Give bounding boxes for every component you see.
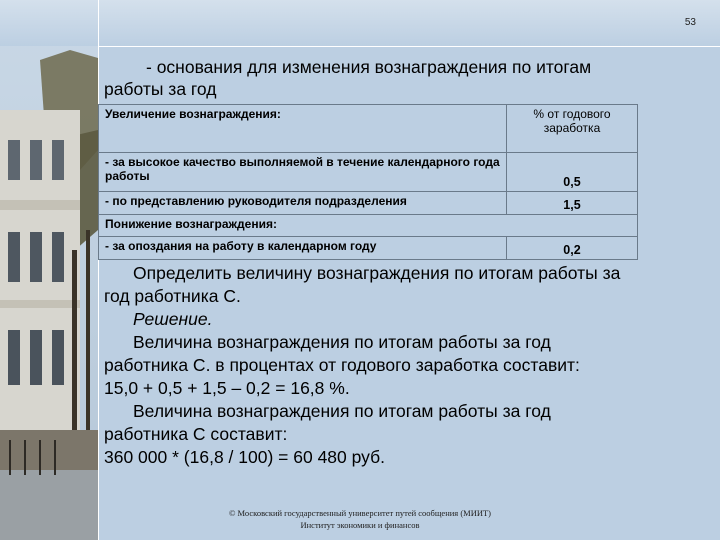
footer-line-2: Институт экономики и финансов	[300, 520, 420, 530]
header-band	[0, 0, 720, 46]
solution-formula-1: 15,0 + 0,5 + 1,5 – 0,2 = 16,8 %.	[104, 378, 350, 398]
bonus-table	[98, 104, 638, 260]
heading-line-2: работы за год	[104, 79, 217, 99]
solution-line-3: Величина вознаграждения по итогам работы за год	[133, 401, 551, 421]
table-section-label: Понижение вознаграждения:	[99, 214, 638, 237]
table-row-label: - за высокое качество выполняемой в течение календарного года работы	[99, 152, 507, 191]
solution-line-4: работника С составит:	[104, 424, 288, 444]
heading-line-1: - основания для изменения вознаграждения по итогам	[146, 57, 592, 77]
table-row-value: 0,5	[507, 152, 638, 191]
table-header-left: Увеличение вознаграждения:	[99, 105, 507, 153]
table-row-value: 0,2	[507, 237, 638, 260]
table-row-value: 1,5	[507, 191, 638, 214]
table-row-label: - за опоздания на работу в календарном году	[99, 237, 507, 260]
table-row	[99, 152, 638, 191]
solution-line-2: работника С. в процентах от годового заработка составит:	[104, 355, 580, 375]
solution-line-1: Величина вознаграждения по итогам работы за год	[133, 332, 551, 352]
slide-number: 53	[684, 17, 696, 28]
table-header-right: % от годового заработка	[507, 105, 638, 153]
footer-line-1: © Московский государственный университет путей сообщения (МИИТ)	[228, 508, 492, 518]
solution-label: Решение.	[133, 309, 213, 329]
table-row-label: - по представлению руководителя подразделения	[99, 191, 507, 214]
horizontal-divider	[98, 46, 720, 47]
table-row	[99, 237, 638, 260]
task-line-2: год работника С.	[104, 286, 241, 306]
table-header-row	[99, 105, 638, 153]
task-line-1: Определить величину вознаграждения по итогам работы за	[133, 263, 621, 283]
table-section-row	[99, 214, 638, 237]
slide-heading	[104, 56, 664, 100]
table-row	[99, 191, 638, 214]
body-text	[104, 262, 674, 469]
solution-formula-2: 360 000 * (16,8 / 100) = 60 480 руб.	[104, 447, 385, 467]
footer	[190, 507, 530, 531]
vertical-divider	[98, 0, 99, 540]
